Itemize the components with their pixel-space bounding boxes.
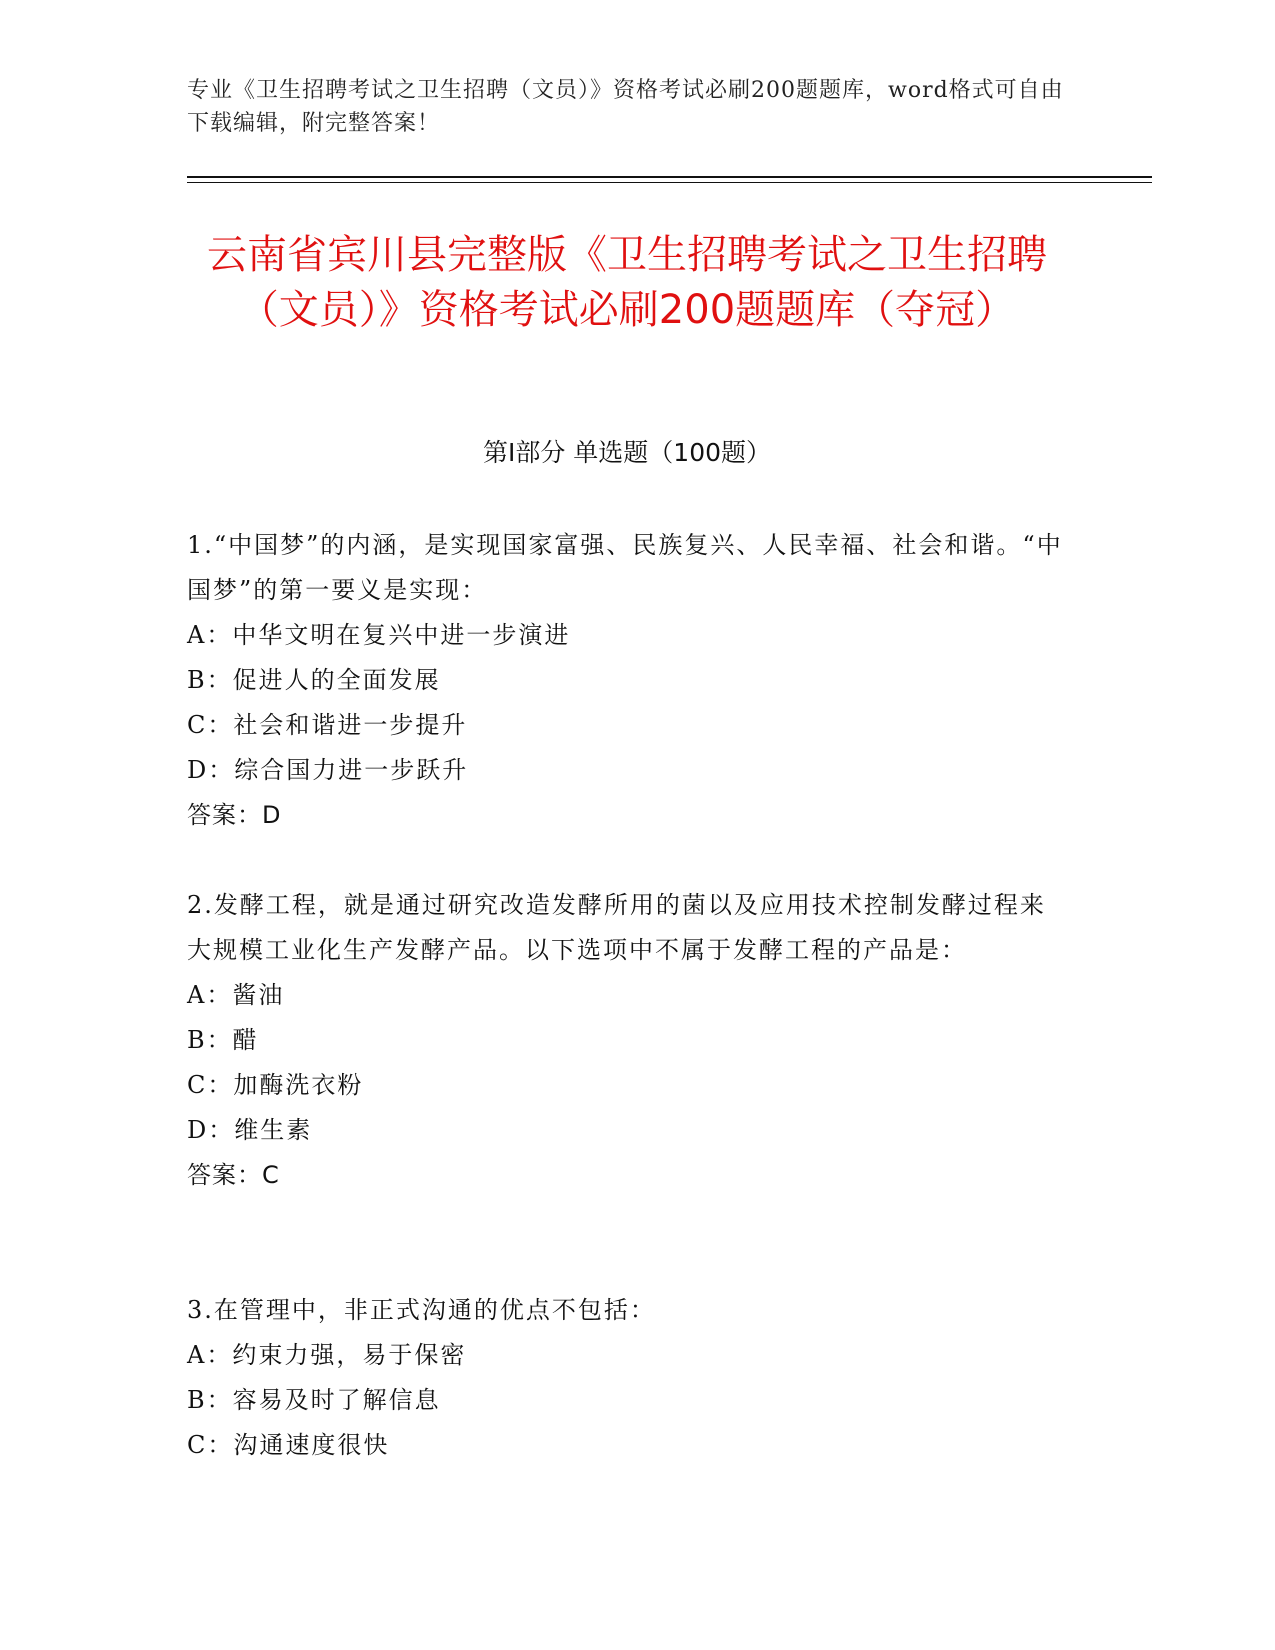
answer: 答案：C [187, 1161, 280, 1189]
option-c: C：沟通速度很快 [187, 1431, 390, 1459]
question-stem: 1.“中国梦”的内涵，是实现国家富强、民族复兴、人民幸福、社会和谐。“中国梦”的第一要义是实现： [187, 531, 1063, 604]
option-d: D：综合国力进一步跃升 [187, 756, 469, 784]
option-b: B：促进人的全面发展 [187, 666, 441, 694]
header-note: 专业《卫生招聘考试之卫生招聘（文员）》资格考试必刷200题题库，word格式可自由下载编辑，附完整答案！ [187, 78, 1064, 136]
question-stem: 3.在管理中，非正式沟通的优点不包括： [187, 1296, 656, 1324]
header-rule-top [187, 176, 1152, 178]
answer: 答案：D [187, 801, 282, 829]
question-2 [187, 883, 1067, 1198]
question-3 [187, 1288, 1067, 1468]
option-a: A：中华文明在复兴中进一步演进 [187, 621, 571, 649]
question-stem: 2.发酵工程，就是通过研究改造发酵所用的菌以及应用技术控制发酵过程来大规模工业化生产发酵产品。以下选项中不属于发酵工程的产品是： [187, 891, 1046, 964]
question-1 [187, 523, 1067, 838]
section-heading: 第I部分 单选题（100题） [482, 438, 772, 467]
option-c: C：加酶洗衣粉 [187, 1071, 364, 1099]
option-c: C：社会和谐进一步提升 [187, 711, 468, 739]
option-b: B：醋 [187, 1026, 259, 1054]
document-title: 云南省宾川县完整版《卫生招聘考试之卫生招聘（文员）》资格考试必刷200题题库（夺冠） [207, 232, 1047, 333]
option-a: A：酱油 [187, 981, 285, 1009]
option-d: D：维生素 [187, 1116, 313, 1144]
header-rule-bottom [187, 182, 1152, 183]
option-a: A：约束力强，易于保密 [187, 1341, 467, 1369]
option-b: B：容易及时了解信息 [187, 1386, 441, 1414]
